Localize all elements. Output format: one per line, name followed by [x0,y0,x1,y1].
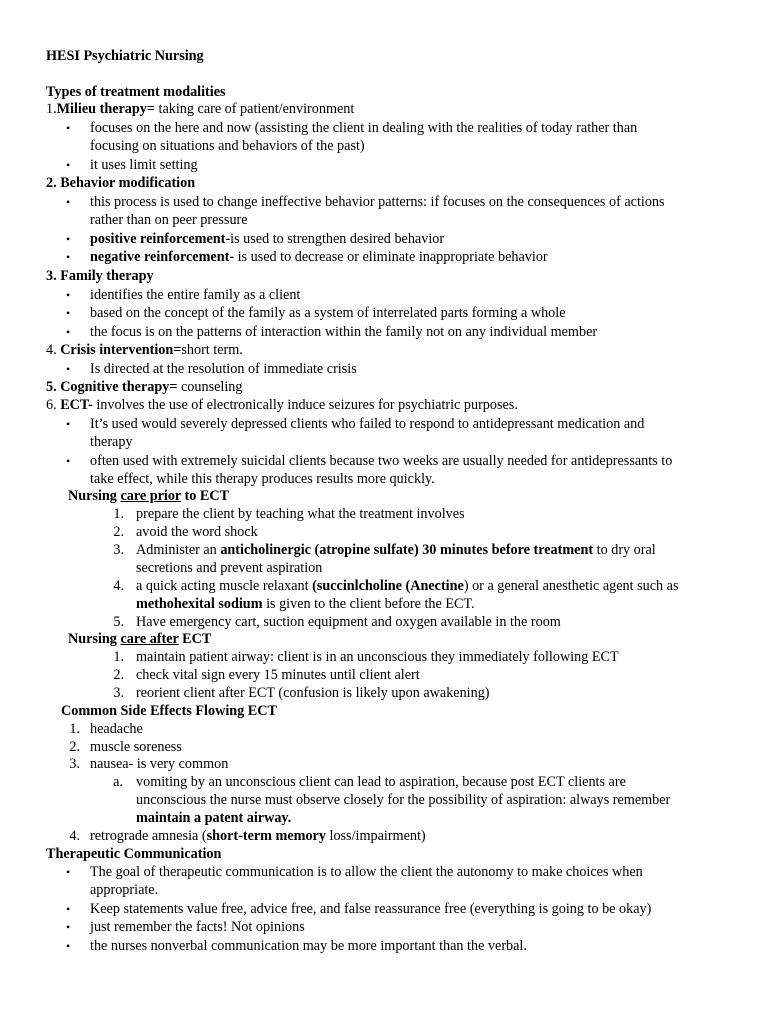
list-item: a quick acting muscle relaxant (succinlcholine (Anectine) or a general anesthetic agent such as [136,578,679,594]
section-heading-communication: Therapeutic Communication [46,846,222,862]
list-number: 2. [113,667,124,683]
list-item: muscle soreness [90,739,182,755]
modality-milieu: 1.Milieu therapy= taking care of patient/environment [46,101,355,117]
list-item: identifies the entire family as a client [90,287,301,303]
subheading-care-prior: Nursing care prior to ECT [68,488,230,504]
modality-behavior: 2. Behavior modification [46,175,196,191]
bullet-icon: • [66,902,71,916]
bullet-icon: • [66,362,71,376]
list-number: 5. [113,614,124,630]
list-number: 3. [113,685,124,701]
bullet-icon: • [66,232,71,246]
section-heading-modalities: Types of treatment modalities [46,84,226,100]
list-number: 3. [113,542,124,558]
list-item: this process is used to change ineffective behavior patterns: if focuses on the consequences of actions [90,194,665,210]
list-item: often used with extremely suicidal clients because two weeks are usually needed for antidepressants to [90,453,673,469]
list-item: Administer an anticholinergic (atropine sulfate) 30 minutes before treatment to dry oral [136,542,656,558]
bullet-icon: • [66,865,71,879]
list-item-cont: unconscious the nurse must observe closely for the possibility of aspiration: always remember [136,792,671,808]
list-item: headache [90,721,143,737]
list-item: focuses on the here and now (assisting the client in dealing with the realities of today rather than [90,120,638,136]
list-item-cont: rather than on peer pressure [90,212,248,228]
list-item: prepare the client by teaching what the treatment involves [136,506,465,522]
list-item: vomiting by an unconscious client can lead to aspiration, because post ECT clients are [136,774,626,790]
list-item-cont: secretions and prevent aspiration [136,560,323,576]
modality-family: 3. Family therapy [46,268,154,284]
list-number: 4. [113,578,124,594]
list-item: Keep statements value free, advice free, and false reassurance free (everything is going to be okay) [90,901,652,917]
list-item: Is directed at the resolution of immediate crisis [90,361,357,377]
list-item: positive reinforcement-is used to strengthen desired behavior [90,231,445,247]
list-item: avoid the word shock [136,524,258,540]
modality-cognitive: 5. Cognitive therapy= counseling [46,379,243,395]
subheading-side-effects: Common Side Effects Flowing ECT [61,703,277,719]
list-item-cont: therapy [90,434,133,450]
list-item: The goal of therapeutic communication is to allow the client the autonomy to make choices when [90,864,643,880]
subheading-care-after: Nursing care after ECT [68,631,212,647]
list-number: 1. [113,506,124,522]
bullet-icon: • [66,195,71,209]
bullet-icon: • [66,121,71,135]
list-item-cont: methohexital sodium is given to the client before the ECT. [136,596,475,612]
list-letter: a. [113,774,123,790]
list-item: just remember the facts! Not opinions [90,919,305,935]
bullet-icon: • [66,939,71,953]
bullet-icon: • [66,306,71,320]
list-item: It’s used would severely depressed clients who failed to respond to antidepressant medication and [90,416,645,432]
bullet-icon: • [66,250,71,264]
list-item: the nurses nonverbal communication may be more important than the verbal. [90,938,527,954]
bullet-icon: • [66,920,71,934]
list-item-cont: appropriate. [90,882,159,898]
list-item: nausea- is very common [90,756,229,772]
list-item: maintain patient airway: client is in an unconscious they immediately following ECT [136,649,619,665]
modality-crisis: 4. Crisis intervention=short term. [46,342,243,358]
list-item: it uses limit setting [90,157,198,173]
list-number: 2. [113,524,124,540]
bullet-icon: • [66,454,71,468]
list-item: negative reinforcement- is used to decrease or eliminate inappropriate behavior [90,249,548,265]
list-number: 2. [69,739,80,755]
list-number: 4. [69,828,80,844]
list-item-cont: maintain a patent airway. [136,810,292,826]
list-item: based on the concept of the family as a system of interrelated parts forming a whole [90,305,566,321]
list-item: check vital sign every 15 minutes until client alert [136,667,420,683]
list-number: 1. [69,721,80,737]
list-number: 1. [113,649,124,665]
list-item: reorient client after ECT (confusion is likely upon awakening) [136,685,490,701]
list-item: retrograde amnesia (short-term memory loss/impairment) [90,828,426,844]
bullet-icon: • [66,288,71,302]
list-number: 3. [69,756,80,772]
bullet-icon: • [66,158,71,172]
list-item-cont: focusing on situations and behaviors of the past) [90,138,365,154]
modality-ect: 6. ECT- involves the use of electronically induce seizures for psychiatric purposes. [46,397,518,413]
bullet-icon: • [66,417,71,431]
list-item-cont: take effect, while this therapy produces results more quickly. [90,471,435,487]
list-item: Have emergency cart, suction equipment and oxygen available in the room [136,614,561,630]
list-item: the focus is on the patterns of interaction within the family not on any individual member [90,324,598,340]
bullet-icon: • [66,325,71,339]
document-title: HESI Psychiatric Nursing [46,48,204,64]
